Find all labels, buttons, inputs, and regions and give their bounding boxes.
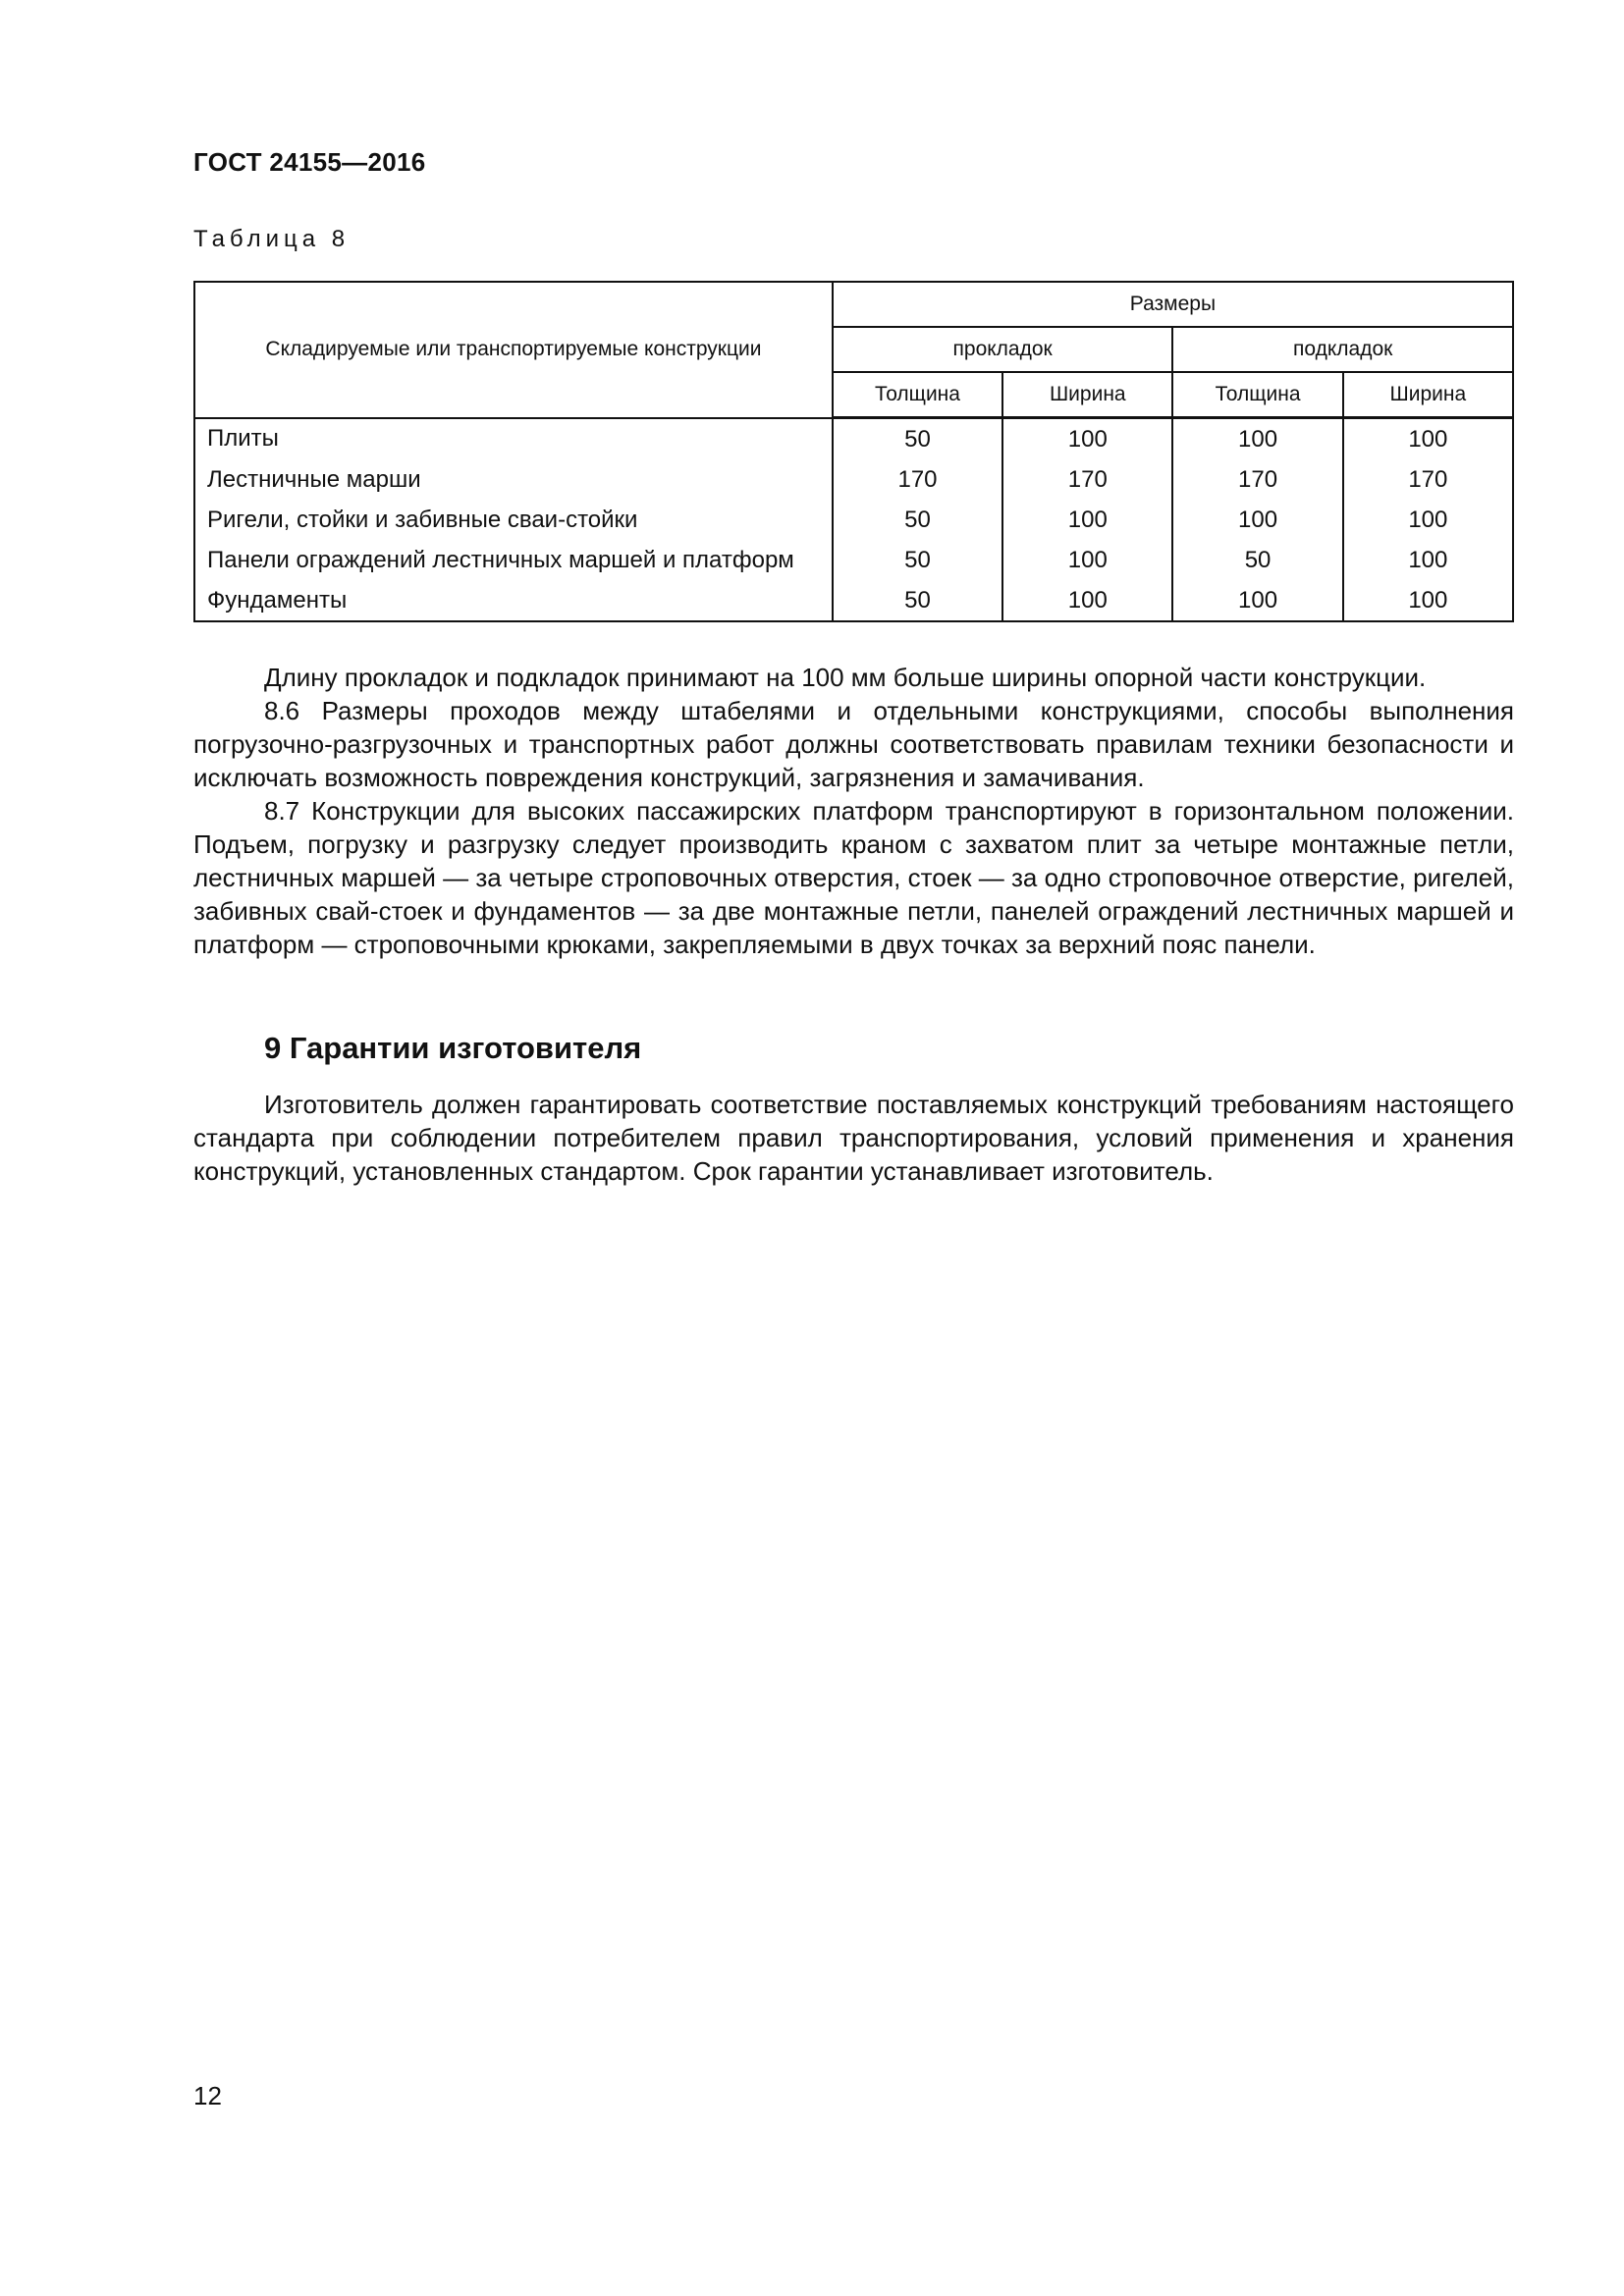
table-cell: 100 [1172, 500, 1342, 540]
table-cell: 50 [833, 500, 1002, 540]
column-header-thickness: Толщина [1172, 372, 1342, 418]
table-cell: 100 [1343, 540, 1513, 580]
column-header-width: Ширина [1343, 372, 1513, 418]
table-cell: 100 [1002, 540, 1172, 580]
table-header-row [194, 282, 1513, 327]
table-cell: 50 [833, 580, 1002, 621]
table-caption: Таблица 8 [193, 226, 351, 252]
section-9-text [193, 1088, 1514, 1188]
table-cell: 50 [833, 418, 1002, 460]
column-header-prokladok: прокладок [833, 327, 1173, 372]
column-header-constructions: Складируемые или транспортируемые конструкции [194, 282, 833, 418]
table-row [194, 459, 1513, 500]
table-cell: 100 [1172, 580, 1342, 621]
paragraph-8-7: 8.7 Конструкции для высоких пассажирских платформ транспортируют в горизонтальном положении. Подъем, погрузку и разгрузку следует производить краном с захватом плит за четыре монтажные петли, лестничных маршей — за четыре строповочных отверстия, стоек — за одно строповочное отверстие, ригелей, забивных свай-стоек и фундаментов — за две монтажные петли, панелей ограждений лестничных маршей и платформ — строповочными крюками, закрепляемыми в двух точках за верхний пояс панели. [193, 796, 1514, 959]
column-header-dimensions: Размеры [833, 282, 1513, 327]
table-cell: 100 [1002, 500, 1172, 540]
row-name: Плиты [194, 418, 833, 460]
column-header-podkladok: подкладок [1172, 327, 1513, 372]
table-cell: 100 [1172, 418, 1342, 460]
row-name: Панели ограждений лестничных маршей и платформ [194, 540, 833, 580]
paragraph-8-6: 8.6 Размеры проходов между штабелями и отдельными конструкциями, способы выполнения погрузочно-разгрузочных и транспортных работ должны соответствовать правилам техники безопасности и исключать возможность повреждения конструкций, загрязнения и замачивания. [193, 696, 1514, 792]
paragraph-warranty: Изготовитель должен гарантировать соответствие поставляемых конструкций требованиям настоящего стандарта при соблюдении потребителем правил транспортирования, условий применения и хранения конструкций, установленных стандартом. Срок гарантии устанавливает изготовитель. [193, 1090, 1514, 1186]
table-cell: 100 [1343, 418, 1513, 460]
table-cell: 100 [1343, 580, 1513, 621]
table-cell: 170 [833, 459, 1002, 500]
row-name: Ригели, стойки и забивные сваи-стойки [194, 500, 833, 540]
row-name: Фундаменты [194, 580, 833, 621]
row-name: Лестничные марши [194, 459, 833, 500]
column-header-width: Ширина [1002, 372, 1172, 418]
table-row [194, 580, 1513, 621]
table-cell: 100 [1343, 500, 1513, 540]
table-cell: 100 [1002, 418, 1172, 460]
page-number: 12 [193, 2081, 222, 2110]
table-cell: 170 [1002, 459, 1172, 500]
document-id-header: ГОСТ 24155—2016 [193, 147, 426, 177]
table-row [194, 500, 1513, 540]
table-row [194, 540, 1513, 580]
table-row [194, 418, 1513, 460]
paragraph-pad-length: Длину прокладок и подкладок принимают на 100 мм больше ширины опорной части конструкции. [264, 663, 1427, 692]
table-cell: 170 [1343, 459, 1513, 500]
table-cell: 100 [1002, 580, 1172, 621]
table-cell: 50 [1172, 540, 1342, 580]
table-cell: 170 [1172, 459, 1342, 500]
section-9-heading: 9 Гарантии изготовителя [264, 1031, 642, 1065]
table-cell: 50 [833, 540, 1002, 580]
section-8-text [193, 661, 1514, 961]
storage-dimensions-table [193, 281, 1514, 622]
column-header-thickness: Толщина [833, 372, 1002, 418]
